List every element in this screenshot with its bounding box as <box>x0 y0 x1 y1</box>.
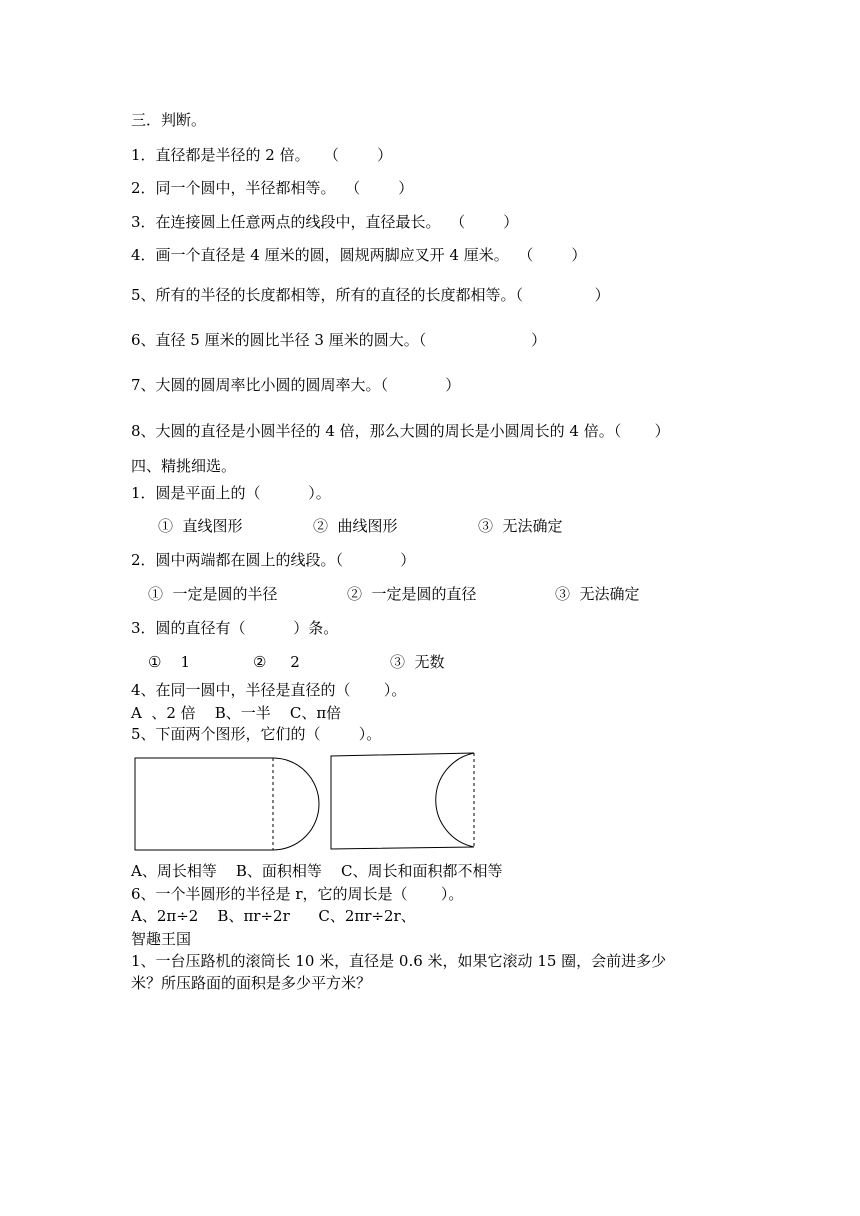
choice-question-6: 6、一个半圆形的半径是 r，它的周长是（ ）。 <box>131 885 464 903</box>
choice-q2-option-1: ① 一定是圆的半径 <box>148 585 278 603</box>
choice-q6-options: A、2π÷2 B、πr÷2r C、2πr÷2r、 <box>131 907 416 925</box>
section-title-choice: 四、精挑细选。 <box>131 457 237 475</box>
judgment-item-3: 3．在连接圆上任意两点的线段中，直径最长。 （ ） <box>131 213 519 231</box>
choice-q3-option-3: ③ 无数 <box>390 653 445 671</box>
choice-q2-option-2: ② 一定是圆的直径 <box>347 585 477 603</box>
judgment-item-6: 6、直径 5 厘米的圆比半径 3 厘米的圆大。（ ） <box>131 331 547 349</box>
figure-rectangle-with-semicircle-cutout <box>330 752 478 850</box>
choice-question-4: 4、在同一圆中，半径是直径的（ ）。 <box>131 681 407 699</box>
judgment-item-4: 4．画一个直径是 4 厘米的圆，圆规两脚应叉开 4 厘米。 （ ） <box>131 246 587 264</box>
choice-q3-option-1: ① 1 <box>148 653 191 671</box>
choice-question-1: 1．圆是平面上的（ ）。 <box>131 484 331 502</box>
judgment-item-8: 8、大圆的直径是小圆半径的 4 倍，那么大圆的周长是小圆周长的 4 倍。（ ） <box>131 422 670 440</box>
figure-rectangle-with-semicircle <box>134 757 324 853</box>
choice-q1-option-1: ① 直线图形 <box>158 517 243 535</box>
choice-question-5: 5、下面两个图形，它们的（ ）。 <box>131 725 382 743</box>
choice-q5-options: A、周长相等 B、面积相等 C、周长和面积都不相等 <box>131 862 503 880</box>
choice-question-3: 3．圆的直径有（ ）条。 <box>131 619 339 637</box>
fun-question-1-line-1: 1、一台压路机的滚筒长 10 米，直径是 0.6 米，如果它滚动 15 圈，会前进多少 <box>131 952 667 970</box>
choice-question-2: 2．圆中两端都在圆上的线段。（ ） <box>131 551 416 569</box>
judgment-item-5: 5、所有的半径的长度都相等，所有的直径的长度都相等。（ ） <box>131 286 610 304</box>
section-title-judgment: 三．判断。 <box>131 111 207 129</box>
judgment-item-1: 1．直径都是半径的 2 倍。 （ ） <box>131 146 393 164</box>
fun-question-1-line-2: 米？所压路面的面积是多少平方米？ <box>131 974 372 992</box>
section-title-fun: 智趣王国 <box>131 930 192 948</box>
judgment-item-7: 7、大圆的圆周率比小圆的圆周率大。（ ） <box>131 376 461 394</box>
choice-q1-option-3: ③ 无法确定 <box>478 517 563 535</box>
choice-q4-options: A 、2 倍 B、一半 C、π倍 <box>131 704 342 722</box>
choice-q1-option-2: ② 曲线图形 <box>313 517 398 535</box>
choice-q2-option-3: ③ 无法确定 <box>555 585 640 603</box>
choice-q3-option-2: ② 2 <box>253 653 300 671</box>
judgment-item-2: 2．同一个圆中，半径都相等。 （ ） <box>131 179 414 197</box>
